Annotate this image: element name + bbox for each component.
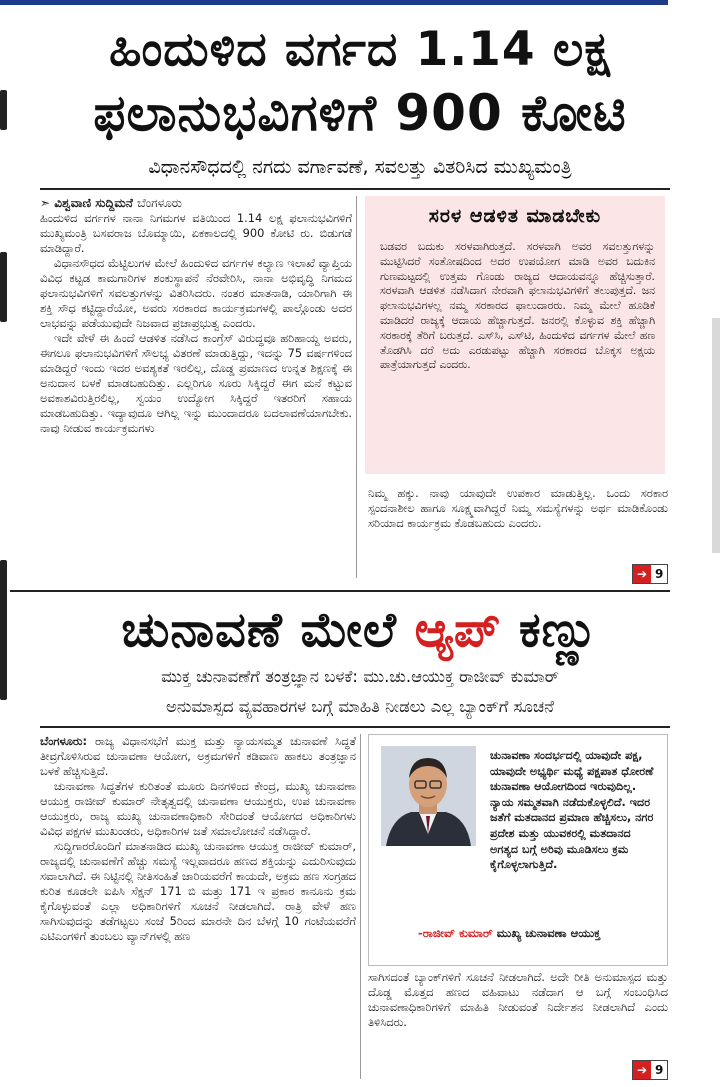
column-divider xyxy=(360,734,361,1079)
page-number: 9 xyxy=(655,567,664,581)
quote-body: ಚುನಾವಣಾ ಸಂದರ್ಭದಲ್ಲಿ ಯಾವುದೇ ಪಕ್ಷ, ಯಾವುದೇ ಅಭ್ಯರ್ಥಿ ಮಧ್ಯೆ ಪಕ್ಷಪಾತ ಧೋರಣೆ ಚುನಾವಣಾ ಆಯೋಗದಿಂದ ಇರುವುದಿಲ್ಲ. ನ್ಯಾಯ ಸಮ್ಮತವಾಗಿ ನಡೆದುಕೊಳ್ಳಲಿದೆ. ಇದರ ಜತೆಗೆ ಮತದಾನದ ಪ್ರಮಾಣ ಹೆಚ್ಚಿಸಲು, ನಗರ ಪ್ರದೇಶ ಮತ್ತು ಯುವಕರಲ್ಲಿ ಮತದಾನದ ಅಗತ್ಯದ ಬಗ್ಗೆ ಅರಿವು ಮೂಡಿಸಲು ಕ್ರಮ ಕೈಗೊಳ್ಳಲಾಗುತ್ತಿದೆ. xyxy=(490,749,654,872)
lead-text: ರಾಜ್ಯ ವಿಧಾನಸಭೆಗೆ ಮುಕ್ತ ಮತ್ತು ನ್ಯಾಯಸಮ್ಮತ ಚುನಾವಣೆ ಸಿದ್ಧತೆ ತೀವ್ರಗೊಳಿಸಿರುವ ಚುನಾವಣಾ ಆಯೋಗ, ಅಕ್ರಮಗಳಿಗೆ ಕಡಿವಾಣ ಹಾಕಲು ತಂತ್ರಜ್ಞಾನ ಬಳಕೆ ಹೆಚ್ಚಿಸುತ್ತಿದೆ. xyxy=(40,734,356,778)
dateline: ಬೆಂಗಳೂರು: xyxy=(40,734,88,748)
quote-role: ಮುಖ್ಯ ಚುನಾವಣಾ ಆಯುಕ್ತ xyxy=(496,926,601,940)
quote-author: -ರಾಜೀವ್ ಕುಮಾರ್ xyxy=(418,926,493,940)
story1-body xyxy=(40,196,352,436)
arrow-right-icon: ➔ xyxy=(633,1061,651,1079)
sidebar-box-text: ಬಡವರ ಬದುಕು ಸರಳವಾಗಿರುತ್ತದೆ. ಸರಳವಾಗಿ ಅವರ ಸವಲತ್ತುಗಳನ್ನು ಮುಟ್ಟಿಸಿದರೆ ಸಂತೋಷದಿಂದ ಅದರ ಉಪಯೋಗ ಮಾಡಿ ಅವರ ಬದುಕಿನ ಗುಣಮಟ್ಟದಲ್ಲಿ ಉತ್ತಮ ಗೊಂಡು ರಾಜ್ಯದ ಆದಾಯವನ್ನೂ ಹೆಚ್ಚಿಸುತ್ತಾರೆ. ಸರಳವಾಗಿ ಆಡಳಿತ ನಡೆಸಿದಾಗ ನೇರವಾಗಿ ಫಲಾನುಭವಿಗಳಿಗೆ ತಲುಪುತ್ತದೆ. ಜನ ಫಲಾನುಭವಿಗಳಲ್ಲ ನಮ್ಮ ಸರಕಾರದ ಫಾಲುದಾರರು. ನಿಮ್ಮ ಮೇಲೆ ಹೂಡಿಕೆ ಮಾಡಿದರೆ ರಾಜ್ಯಕ್ಕೆ ಆದಾಯ ಹೆಚ್ಚಾಗುತ್ತದೆ. ಜನರಲ್ಲಿ ಕೊಳ್ಳುವ ಶಕ್ತಿ ಹೆಚ್ಚಾಗಿ ಸರಕಾರಕ್ಕೆ ತೆರಿಗೆ ಬರುತ್ತದೆ. ಎಸ್‌ಸಿ, ಎಸ್‌ಟಿ, ಹಿಂದುಳಿದ ವರ್ಗಗಳ ಮೇಲೆ ಹಣ ತೊಡಗಿಸಿ ದರೆ ಅದು ಎರಡುಪಟ್ಟು ಹೆಚ್ಚಾಗಿ ಸರಕಾರದ ಬೊಕ್ಕಸ ಅಕ್ಷಯ ಪಾತ್ರೆಯಾಗುತ್ತದೆ ಎಂದರು. xyxy=(380,240,655,372)
story1-divider xyxy=(40,188,670,190)
story2-lead xyxy=(40,734,356,779)
story1-paragraph: ಇದೇ ವೇಳೆ ಈ ಹಿಂದೆ ಆಡಳಿತ ನಡೆಸಿದ ಕಾಂಗ್ರೆಸ್ ವಿರುದ್ಧವೂ ಹರಿಹಾಯ್ದ ಅವರು, ಈಗಲೂ ಫಲಾನುಭವಿಗಳಿಗೆ ಸೌಲಭ್ಯ ವಿತರಣೆ ಮಾಡುತ್ತಿದ್ದು, ಇದನ್ನು 75 ವರ್ಷಗಳಿಂದ ಮಾಡಿದ್ದರೆ ಇಂದು ಇದರ ಅವಶ್ಯಕತೆ ಇರಲಿಲ್ಲ, ದೊಡ್ಡ ಪ್ರಮಾಣದ ಉನ್ನತ ಶಿಕ್ಷಣಕ್ಕೆ ಈ ಅನುದಾನ ಬಳಕೆ ಮಾಡಬಹುದಿತ್ತು. ಎಲ್ಲರಿಗೂ ಸೂರು ಸಿಕ್ಕಿದ್ದರೆ ಈಗ ಮನೆ ಕಟ್ಟುವ ಅವಕಾಶವಿರುತ್ತಿರಲಿಲ್ಲ, ಸ್ವಯಂ ಉದ್ಯೋಗ ಸಿಕ್ಕಿದ್ದರೆ ಇತರರಿಗೆ ಸಹಾಯ ಮಾಡಬಹುದಿತ್ತು. ಇದ್ಯಾವುದೂ ಆಗಿಲ್ಲ ಇನ್ನು ಮುಂದಾದರೂ ಬದಲಾವಣೆಯಾಗಬೇಕು. ನಾವು ನೀಡುವ ಕಾರ್ಯಕ್ರಮಗಳು xyxy=(40,331,352,435)
story1-headline-line2: ಫಲಾನುಭವಿಗಳಿಗೆ 900 ಕೋಟಿ xyxy=(93,84,627,142)
story2-paragraph: ಸುದ್ದಿಗಾರರೊಂದಿಗೆ ಮಾತನಾಡಿದ ಮುಖ್ಯ ಚುನಾವಣಾ ಆಯುಕ್ತ ರಾಜೀವ್ ಕುಮಾರ್, ರಾಜ್ಯದಲ್ಲಿ ಚುನಾವಣೆಗೆ ಹೆಚ್ಚು ಸಮಸ್ಯೆ ಇಲ್ಲವಾದರೂ ಹಣದ ಶಕ್ತಿಯನ್ನು ಎದುರಿಸುವುದು ಸವಾಲಾಗಿದೆ. ಈ ನಿಟ್ಟಿನಲ್ಲಿ ನೀತಿಸಂಹಿತೆ ಜಾರಿಯವರೆಗೆ ಕಾಯದೇ, ಅಕ್ರಮ ಹಣ ಸಂಗ್ರಹದ ಕುರಿತ ಕೂಡಲೇ ಐಪಿಸಿ ಸೆಕ್ಷನ್ 171 ಬಿ ಮತ್ತು 171 ಇ ಪ್ರಕಾರ ಕಾನೂನು ಕ್ರಮ ಕೈಗೊಳ್ಳುವಂತೆ ಎಲ್ಲಾ ಅಧಿಕಾರಿಗಳಿಗೆ ಸೂಚನೆ ನೀಡಲಾಗಿದೆ. ರಾತ್ರಿ ವೇಳೆ ಹಣ ಸಾಗಿಸುವುದನ್ನು ತಡೆಗಟ್ಟಲು ಸಂಜೆ 5ರಿಂದ ಮಾರನೇ ದಿನ ಬೆಳಗ್ಗೆ 10 ಗಂಟೆಯವರೆಗೆ ಎಟಿಎಂಗಳಿಗೆ ತುಂಬಲು ವ್ಯಾನ್‌ಗಳಲ್ಲಿ ಹಣ xyxy=(40,839,356,943)
quote-attribution xyxy=(418,926,663,941)
sidebar-box-title: ಸರಳ ಆಡಳಿತ ಮಾಡಬೇಕು xyxy=(428,205,602,227)
story1-subheadline: ವಿಧಾನಸೌಧದಲ್ಲಿ ನಗದು ವರ್ಗಾವಣೆ, ಸವಲತ್ತು ವಿತರಿಸಿದ ಮುಖ್ಯಮಂತ್ರಿ xyxy=(148,156,572,178)
story2-paragraph: ಚುನಾವಣಾ ಸಿದ್ಧತೆಗಳ ಕುರಿತಂತೆ ಮೂರು ದಿನಗಳಿಂದ ಕೇಂದ್ರ, ಮುಖ್ಯ ಚುನಾವಣಾ ಆಯುಕ್ತ ರಾಜೀವ್ ಕುಮಾರ್ ನೇತೃತ್ವದಲ್ಲಿ ಚುನಾವಣಾ ಆಯುಕ್ತರು, ಉಪ ಚುನಾವಣಾ ಆಯುಕ್ತರು, ರಾಜ್ಯ ಮುಖ್ಯ ಚುನಾವಣಾಧಿಕಾರಿ ಸೇರಿದಂತೆ ಆಯೋಗದ ಅಧಿಕಾರಿಗಳು ವಿವಿಧ ಪಕ್ಷಗಳ ಮುಖಂಡರು, ಅಧಿಕಾರಿಗಳ ಜತೆ ಸಮಾಲೋಚನೆ ನಡೆಸಿದ್ದಾರೆ. xyxy=(40,779,356,838)
right-edge-strip xyxy=(712,318,720,553)
story2-headline-part2: ಕಣ್ಣು xyxy=(501,602,599,658)
byline xyxy=(40,196,352,211)
story2-headline-highlight: ಆ್ಯಪ್ xyxy=(414,602,502,658)
page-number: 9 xyxy=(655,1063,664,1077)
story2-headline-part1: ಚುನಾವಣೆ ಮೇಲೆ xyxy=(121,602,415,658)
story1-continuation: ನಿಮ್ಮ ಹಕ್ಕು. ನಾವು ಯಾವುದೇ ಉಪಕಾರ ಮಾಡುತ್ತಿಲ್ಲ. ಒಂದು ಸರಕಾರ ಸ್ಪಂದನಾಶೀಲ ಹಾಗೂ ಸೂಕ್ಷ್ಮವಾಗಿದ್ದರೆ ನಿಮ್ಮ ಸಮಸ್ಯೆಗಳನ್ನು ಅರ್ಥ ಮಾಡಿಕೊಂಡು ಸರಿಯಾದ ಕಾರ್ಯಕ್ರಮ ಕೊಡಬಹುದು ಎಂದರು. xyxy=(368,486,668,530)
story1-paragraph: ಹಿಂದುಳಿದ ವರ್ಗಗಳ ನಾನಾ ನಿಗಮಗಳ ವತಿಯಿಂದ 1.14 ಲಕ್ಷ ಫಲಾನುಭವಿಗಳಿಗೆ ಮುಖ್ಯಮಂತ್ರಿ ಬಸವರಾಜ ಬೊಮ್ಮಾಯಿ, ಏಕಕಾಲದಲ್ಲಿ 900 ಕೋಟಿ ರು. ಬಿಡುಗಡೆ ಮಾಡಿದ್ದಾರೆ. xyxy=(40,211,352,255)
column-divider xyxy=(356,196,357,578)
byline-name: ವಿಶ್ವವಾಣಿ ಸುದ್ದಿಮನೆ xyxy=(54,196,133,210)
top-color-bar xyxy=(0,0,668,5)
story1-paragraph: ವಿಧಾನಸೌಧದ ಮೆಟ್ಟಿಲುಗಳ ಮೇಲೆ ಹಿಂದುಳಿದ ವರ್ಗಗಳ ಕಲ್ಯಾಣ ಇಲಾಖೆ ವ್ಯಾಪ್ತಿಯ ವಿವಿಧ ಕಟ್ಟಡ ಕಾಮಗಾರಿಗಳ ಶಂಕುಸ್ಥಾಪನೆ ನೆರವೇರಿಸಿ, ನಾನಾ ಅಭಿವೃದ್ಧಿ ನಿಗಮದ ಫಲಾನುಭವಿಗಳಿಗೆ ಸವಲತ್ತುಗಳನ್ನು ವಿತರಿಸಿದರು. ನಂತರ ಮಾತನಾಡಿ, ಯಾರಿಗಾಗಿ ಈ ಶಕ್ತಿ ಸೌಧ ಕಟ್ಟಿದ್ದಾರೆಯೋ, ಅವರು ಸರಕಾರದ ಕಾರ್ಯಕ್ರಮಗಳಲ್ಲಿ ಪಾಲ್ಗೊಂಡು ಅದರ ಲಾಭವನ್ನು ಪಡೆಯುವುದೇ ನಿಜವಾದ ಪ್ರಜಾಪ್ರಭುತ್ವ ಎಂದರು. xyxy=(40,256,352,330)
story2-page-ref[interactable] xyxy=(632,1060,668,1080)
story1-headline-line1: ಹಿಂದುಳಿದ ವರ್ಗದ 1.14 ಲಕ್ಷ xyxy=(109,22,611,77)
byline-place: ಬೆಂಗಳೂರು xyxy=(137,196,182,210)
left-edge-mark xyxy=(0,252,7,322)
story2-body xyxy=(40,734,356,944)
story2-subheadline-line2: ಅನುಮಾಸ್ಪದ ವ್ಯವಹಾರಗಳ ಬಗ್ಗೆ ಮಾಹಿತಿ ನೀಡಲು ಎಲ್ಲ ಬ್ಯಾಂಕ್‌ಗೆ ಸೂಚನೆ xyxy=(166,697,554,716)
story2-headline xyxy=(0,598,720,662)
arrow-right-icon: ➔ xyxy=(633,565,651,583)
story2-continuation: ಸಾಗಿಸದಂತೆ ಬ್ಯಾಂಕ್‌ಗಳಿಗೆ ಸೂಚನೆ ನೀಡಲಾಗಿದೆ. ಅದೇ ರೀತಿ ಅನುಮಾಸ್ಪದ ಮತ್ತು ದೊಡ್ಡ ಮೊತ್ತದ ಹಣದ ವಹಿವಾಟು ನಡೆದಾಗ ಆ ಬಗ್ಗೆ ಸಂಬಂಧಿಸಿದ ಚುನಾವಣಾಧಿಕಾರಿಗಳಿಗೆ ಮಾಹಿತಿ ನೀಡುವಂತೆ ನಿರ್ದೇಶನ ನೀಡಲಾಗಿದೆ ಎಂದು ತಿಳಿಸಿದರು. xyxy=(368,970,668,1029)
byline-icon: ➣ xyxy=(40,196,55,210)
story2-divider xyxy=(40,726,670,728)
story1-page-ref[interactable] xyxy=(632,564,668,584)
quote-text xyxy=(380,748,660,873)
story2-subheadline-line1: ಮುಕ್ತ ಚುನಾವಣೆಗೆ ತಂತ್ರಜ್ಞಾನ ಬಳಕೆ: ಮು.ಚು.ಆಯುಕ್ತ ರಾಜೀವ್ ಕುಮಾರ್ xyxy=(161,667,559,686)
section-divider xyxy=(10,590,670,592)
